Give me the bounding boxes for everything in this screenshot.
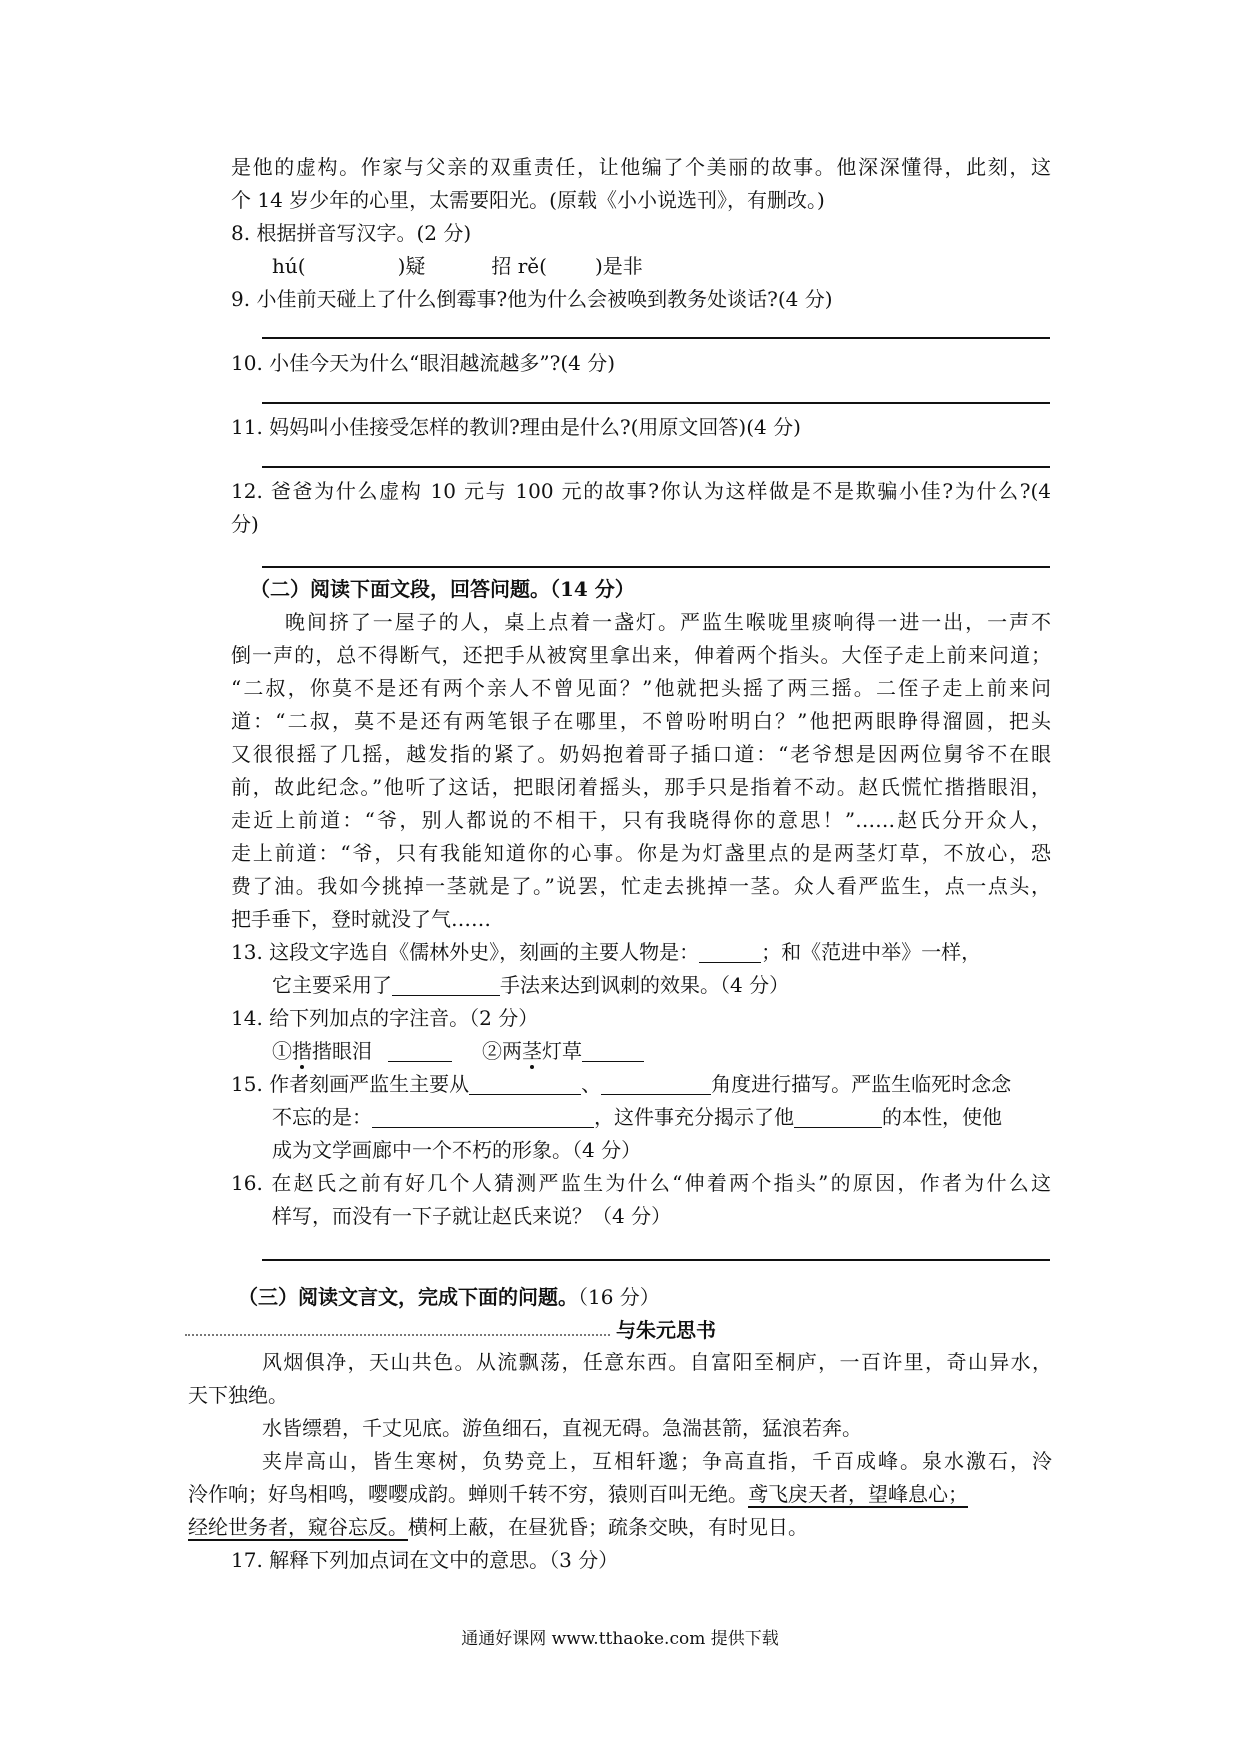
page-footer: 通通好课网 www.tthaoke.com 提供下载 (461, 1629, 779, 1649)
question-13-text: ；和《范进中举》一样， (761, 940, 982, 964)
dotted-char: 茎 (522, 1039, 542, 1063)
question-16: 16. 在赵氏之前有好几个人猜测严监生为什么“伸着两个指头”的原因，作者为什么这 (231, 1171, 1051, 1195)
answer-blank[interactable] (469, 1072, 581, 1095)
section-3-heading (238, 1283, 660, 1311)
classical-text: 横柯上蔽，在昼犹昏；疏条交映，有时见日。 (408, 1515, 808, 1539)
question-15-cont: 成为文学画廊中一个不朽的形象。（4 分） (272, 1138, 642, 1162)
passage-line: 又很很摇了几摇，越发指的紧了。奶妈抱着哥子插口道：“老爷想是因两位舅爷不在眼 (231, 742, 1051, 766)
underlined-text: 经纶世务者，窥谷忘反。 (188, 1515, 408, 1539)
item-number: ① (272, 1039, 292, 1063)
question-15 (231, 1070, 1011, 1098)
passage-line: 费了油。我如今挑掉一茎就是了。”说罢，忙走去挑掉一茎。众人看严监生，点一点头， (231, 874, 1051, 898)
question-13-cont (272, 971, 789, 999)
answer-blank[interactable] (601, 1072, 711, 1095)
answer-line[interactable] (262, 402, 1050, 404)
answer-line[interactable] (262, 1259, 1050, 1261)
answer-line[interactable] (262, 566, 1050, 568)
passage-line: 是他的虚构。作家与父亲的双重责任，让他编了个美丽的故事。他深深懂得，此刻，这 (231, 155, 1051, 179)
passage-line: 晚间挤了一屋子的人，桌上点着一盏灯。严监生喉咙里痰响得一进一出，一声不 (285, 610, 1051, 634)
word-suffix: )是非 (594, 254, 643, 278)
question-12: 12. 爸爸为什么虚构 10 元与 100 元的故事?你认为这样做是不是欺骗小佳?为什么?(4 (231, 479, 1051, 503)
answer-line[interactable] (262, 337, 1050, 339)
underlined-text: 鸢飞戾天者，望峰息心； (748, 1482, 968, 1506)
passage-line: 前，故此纪念。”他听了这话，把眼闭着摇头，那手只是指着不动。赵氏慌忙揩揩眼泪， (231, 775, 1051, 799)
classical-text: 泠作响；好鸟相鸣，嘤嘤成韵。蝉则千转不穷，猿则百叫无绝。 (188, 1482, 748, 1506)
question-14-items (272, 1037, 644, 1065)
dotted-char: 揩 (292, 1039, 312, 1063)
answer-blank[interactable] (388, 1039, 452, 1062)
pinyin-re: 招 rě( (491, 254, 547, 278)
question-10: 10. 小佳今天为什么“眼泪越流越多”?(4 分) (231, 351, 616, 375)
item-word: 灯草 (542, 1039, 582, 1063)
answer-blank[interactable] (372, 1105, 594, 1128)
classical-line: 夹岸高山，皆生寒树，负势竞上，互相轩邈；争高直指，千百成峰。泉水激石，泠 (262, 1449, 1052, 1473)
item-number: ②两 (482, 1039, 522, 1063)
answer-blank[interactable] (794, 1105, 882, 1128)
section-3-title: （三）阅读文言文，完成下面的问题。 (238, 1285, 578, 1309)
question-9: 9. 小佳前天碰上了什么倒霉事?他为什么会被唤到教务处谈话?(4 分) (231, 287, 833, 311)
word-suffix: )疑 (397, 254, 426, 278)
passage-line: 走近上前道：“爷，别人都说的不相干，只有我晓得你的意思！”……赵氏分开众人， (231, 808, 1051, 832)
question-8-items (272, 252, 643, 280)
classical-line: 天下独绝。 (188, 1383, 288, 1407)
question-15-text: 的本性，使他 (882, 1105, 1002, 1129)
essay-title: 与朱元思书 (616, 1318, 716, 1342)
question-15-text: 15. 作者刻画严监生主要从 (231, 1072, 470, 1096)
question-12-cont: 分) (231, 512, 259, 536)
answer-blank[interactable] (392, 973, 500, 996)
question-15-text: 不忘的是： (272, 1105, 372, 1129)
question-15-text: 、 (581, 1072, 602, 1096)
passage-line: “二叔，你莫不是还有两个亲人不曾见面？”他就把头摇了两三摇。二侄子走上前来问 (231, 676, 1051, 700)
question-13-text: 13. 这段文字选自《儒林外史》，刻画的主要人物是： (231, 940, 700, 964)
question-15-text: ，这件事充分揭示了他 (594, 1105, 794, 1129)
classical-line: 风烟俱净，天山共色。从流飘荡，任意东西。自富阳至桐庐，一百许里，奇山异水， (262, 1350, 1052, 1374)
dotted-leader (185, 1334, 610, 1336)
classical-line (188, 1513, 808, 1541)
passage-line: 道：“二叔，莫不是还有两笔银子在哪里，不曾吩咐明白？”他把两眼睁得溜圆，把头 (231, 709, 1051, 733)
section-2-title: （二）阅读下面文段，回答问题。（14 分） (250, 577, 635, 601)
item-word: 揩眼泪 (312, 1039, 372, 1063)
classical-line (188, 1480, 968, 1508)
question-16-cont: 样写，而没有一下子就让赵氏来说？（4 分） (272, 1204, 672, 1228)
passage-line: 把手垂下，登时就没了气…… (231, 907, 491, 931)
passage-line: 倒一声的，总不得断气，还把手从被窝里拿出来，伸着两个指头。大侄子走上前来问道； (231, 643, 1051, 667)
question-14: 14. 给下列加点的字注音。（2 分） (231, 1006, 539, 1030)
question-13-text: 它主要采用了 (272, 973, 392, 997)
question-17: 17. 解释下列加点词在文中的意思。（3 分） (231, 1548, 619, 1572)
answer-blank[interactable] (582, 1039, 644, 1062)
question-15-text: 角度进行描写。严监生临死时念念 (711, 1072, 1012, 1096)
question-15-cont (272, 1103, 1002, 1131)
classical-line: 水皆缥碧，千丈见底。游鱼细石，直视无碍。急湍甚箭，猛浪若奔。 (262, 1416, 862, 1440)
pinyin-hu: hú( (272, 254, 306, 278)
question-11: 11. 妈妈叫小佳接受怎样的教训?理由是什么?(用原文回答)(4 分) (231, 415, 801, 439)
question-13-text: 手法来达到讽刺的效果。（4 分） (500, 973, 790, 997)
section-3-score: （16 分） (578, 1285, 660, 1309)
passage-line: 走上前道：“爷，只有我能知道你的心事。你是为灯盏里点的是两茎灯草，不放心，恐 (231, 841, 1051, 865)
question-13 (231, 938, 981, 966)
question-8: 8. 根据拼音写汉字。(2 分) (231, 221, 472, 245)
answer-blank[interactable] (699, 940, 761, 963)
passage-line: 个 14 岁少年的心里，太需要阳光。(原载《小小说选刊》，有删改。) (231, 188, 825, 212)
answer-line[interactable] (262, 466, 1050, 468)
